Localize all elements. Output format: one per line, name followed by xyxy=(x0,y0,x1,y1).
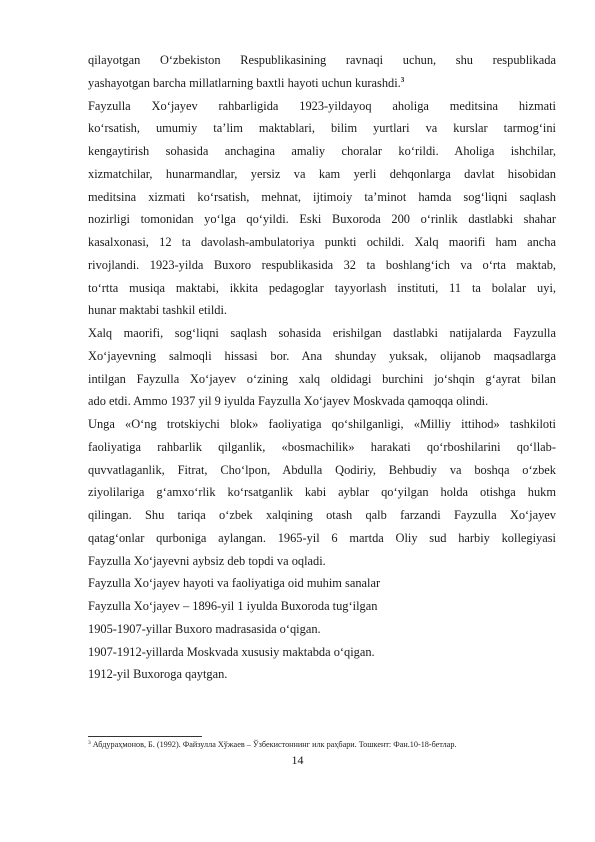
text-line-content: ko‘rsatish, umumiy ta’lim maktablari, bilim yurtlari va kurslar tarmog‘ini xyxy=(88,121,556,136)
text-line xyxy=(88,550,556,573)
text-line-content: nozirligi tomonidan yo‘lga qo‘yildi. Eski Buxoroda 200 o‘rinlik dastlabki shahar xyxy=(88,212,556,227)
text-line xyxy=(88,163,556,186)
text-line-content: ado etdi. Ammo 1937 yil 9 iyulda Fayzulla Xo‘jayev Moskvada qamoqqa olindi. xyxy=(88,394,489,409)
text-line xyxy=(88,322,556,345)
text-line xyxy=(88,368,556,391)
text-line-content: Xo‘jayevning salmoqli hissasi bor. Ana shunday yuksak, olijanob maqsadlarga xyxy=(88,348,556,363)
text-line-content: faoliyatiga rahbarlik qilganlik, «bosmachilik» harakati qo‘rboshilarini qo‘llab- xyxy=(88,439,556,454)
text-line-content: qilingan. Shu tariqa o‘zbek xalqining otash qalb farzandi Fayzulla Xo‘jayev xyxy=(88,508,556,522)
text-line xyxy=(88,595,556,618)
text-line xyxy=(88,117,556,140)
text-line-content: intilgan Fayzulla Xo‘jayev o‘zining xalq oldidagi burchini jo‘shqin g‘ayrat bilan xyxy=(88,371,556,386)
text-line-content: ziyolilariga g‘amxo‘rlik ko‘rsatganlik kabi ayblar qo‘yilgan holda otishga hukm xyxy=(88,485,556,500)
text-line-content: yashayotgan barcha millatlarning baxtli hayoti uchun kurashdi. xyxy=(88,75,401,90)
text-line-content: hunar maktabi tashkil etildi. xyxy=(88,303,228,318)
text-line-content: rivojlandi. 1923-yilda Buxoro respublikasida 32 ta boshlang‘ich va o‘rta maktab, xyxy=(88,257,556,272)
text-line xyxy=(88,254,556,277)
text-line-content: Unga «O‘ng trotskiychi blok» faoliyatiga qo‘shilganligi, «Milliy ittihod» tashkiloti xyxy=(88,417,556,431)
footnote-text: Абдураҳмонов, Б. (1992). Файзулла Хўжаев – Ўзбекистоннинг илк раҳбари. Тошкент: Фан.10-18-бетлар. xyxy=(90,740,457,749)
text-line xyxy=(88,277,556,300)
text-line xyxy=(88,641,556,664)
text-line-content: qilayotgan O‘zbekiston Respublikasining ravnaqi uchun, shu respublikada xyxy=(88,53,556,67)
text-line-content: to‘rtta musiqa maktabi, ikkita pedagoglar tayyorlash instituti, 11 ta bolalar uyi, xyxy=(88,280,556,295)
footnote xyxy=(88,739,556,750)
text-line xyxy=(88,299,556,322)
text-line xyxy=(88,208,556,231)
text-line-content: Fayzulla Xo‘jayev rahbarligida 1923-yildayoq aholiga meditsina hizmati xyxy=(88,98,556,113)
text-line-content: quvvatlaganlik, Fitrat, Cho‘lpon, Abdulla Qodiriy, Behbudiy va boshqa o‘zbek xyxy=(88,462,556,477)
text-line xyxy=(88,231,556,254)
text-line xyxy=(88,436,556,459)
text-line-content: kasalxonasi, 12 ta davolash-ambulatoriya punkti ochildi. Xalq maorifi ham ancha xyxy=(88,235,556,249)
text-line xyxy=(88,459,556,482)
text-line-content: Xalq maorifi, sog‘liqni saqlash sohasida erishilgan dastlabki natijalarda Fayzulla xyxy=(88,326,556,340)
page-number: 14 xyxy=(291,753,304,767)
text-line-content: meditsina xizmati ko‘rsatish, mehnat, ijtimoiy ta’minot hamda sog‘liqni saqlash xyxy=(88,189,556,204)
text-line-content: Fayzulla Xo‘jayev hayoti va faoliyatiga oid muhim sanalar xyxy=(88,576,381,591)
text-line xyxy=(88,618,556,641)
text-line-content: qatag‘onlar qurboniga aylangan. 1965-yil 6 martda Oliy sud harbiy kollegiyasi xyxy=(88,530,556,545)
text-line-content: Fayzulla Xo‘jayev – 1896-yil 1 iyulda Buxoroda tug‘ilgan xyxy=(88,599,378,613)
text-line-content: 1905-1907-yillar Buxoro madrasasida o‘qigan. xyxy=(88,621,321,636)
text-line xyxy=(88,49,556,72)
text-line xyxy=(88,572,556,595)
text-line-content: xizmatchilar, hunarmandlar, yersiz va kam yerli dehqonlarga davlat hisobidan xyxy=(88,166,556,181)
text-line-content: Fayzulla Xo‘jayevni aybsiz deb topdi va oqladi. xyxy=(88,553,326,568)
footnote-reference: 3 xyxy=(400,75,405,84)
text-line xyxy=(88,95,556,118)
text-line-content: 1912-yil Buxoroga qaytgan. xyxy=(88,667,228,682)
text-line xyxy=(88,527,556,550)
text-line xyxy=(88,663,556,686)
text-line-content: kengaytirish sohasida anchagina amaliy choralar ko‘rildi. Aholiga ishchilar, xyxy=(88,144,556,158)
text-line xyxy=(88,345,556,368)
text-line xyxy=(88,390,556,413)
text-line xyxy=(88,481,556,504)
text-line-content: 1907-1912-yillarda Moskvada xususiy maktabda o‘qigan. xyxy=(88,644,375,659)
text-line xyxy=(88,413,556,436)
footnote-separator xyxy=(88,736,202,737)
text-line xyxy=(88,504,556,527)
text-line xyxy=(88,140,556,163)
text-line xyxy=(88,186,556,209)
text-line xyxy=(88,72,556,95)
document-body xyxy=(88,49,556,686)
footnote-marker: 3 xyxy=(88,740,91,746)
